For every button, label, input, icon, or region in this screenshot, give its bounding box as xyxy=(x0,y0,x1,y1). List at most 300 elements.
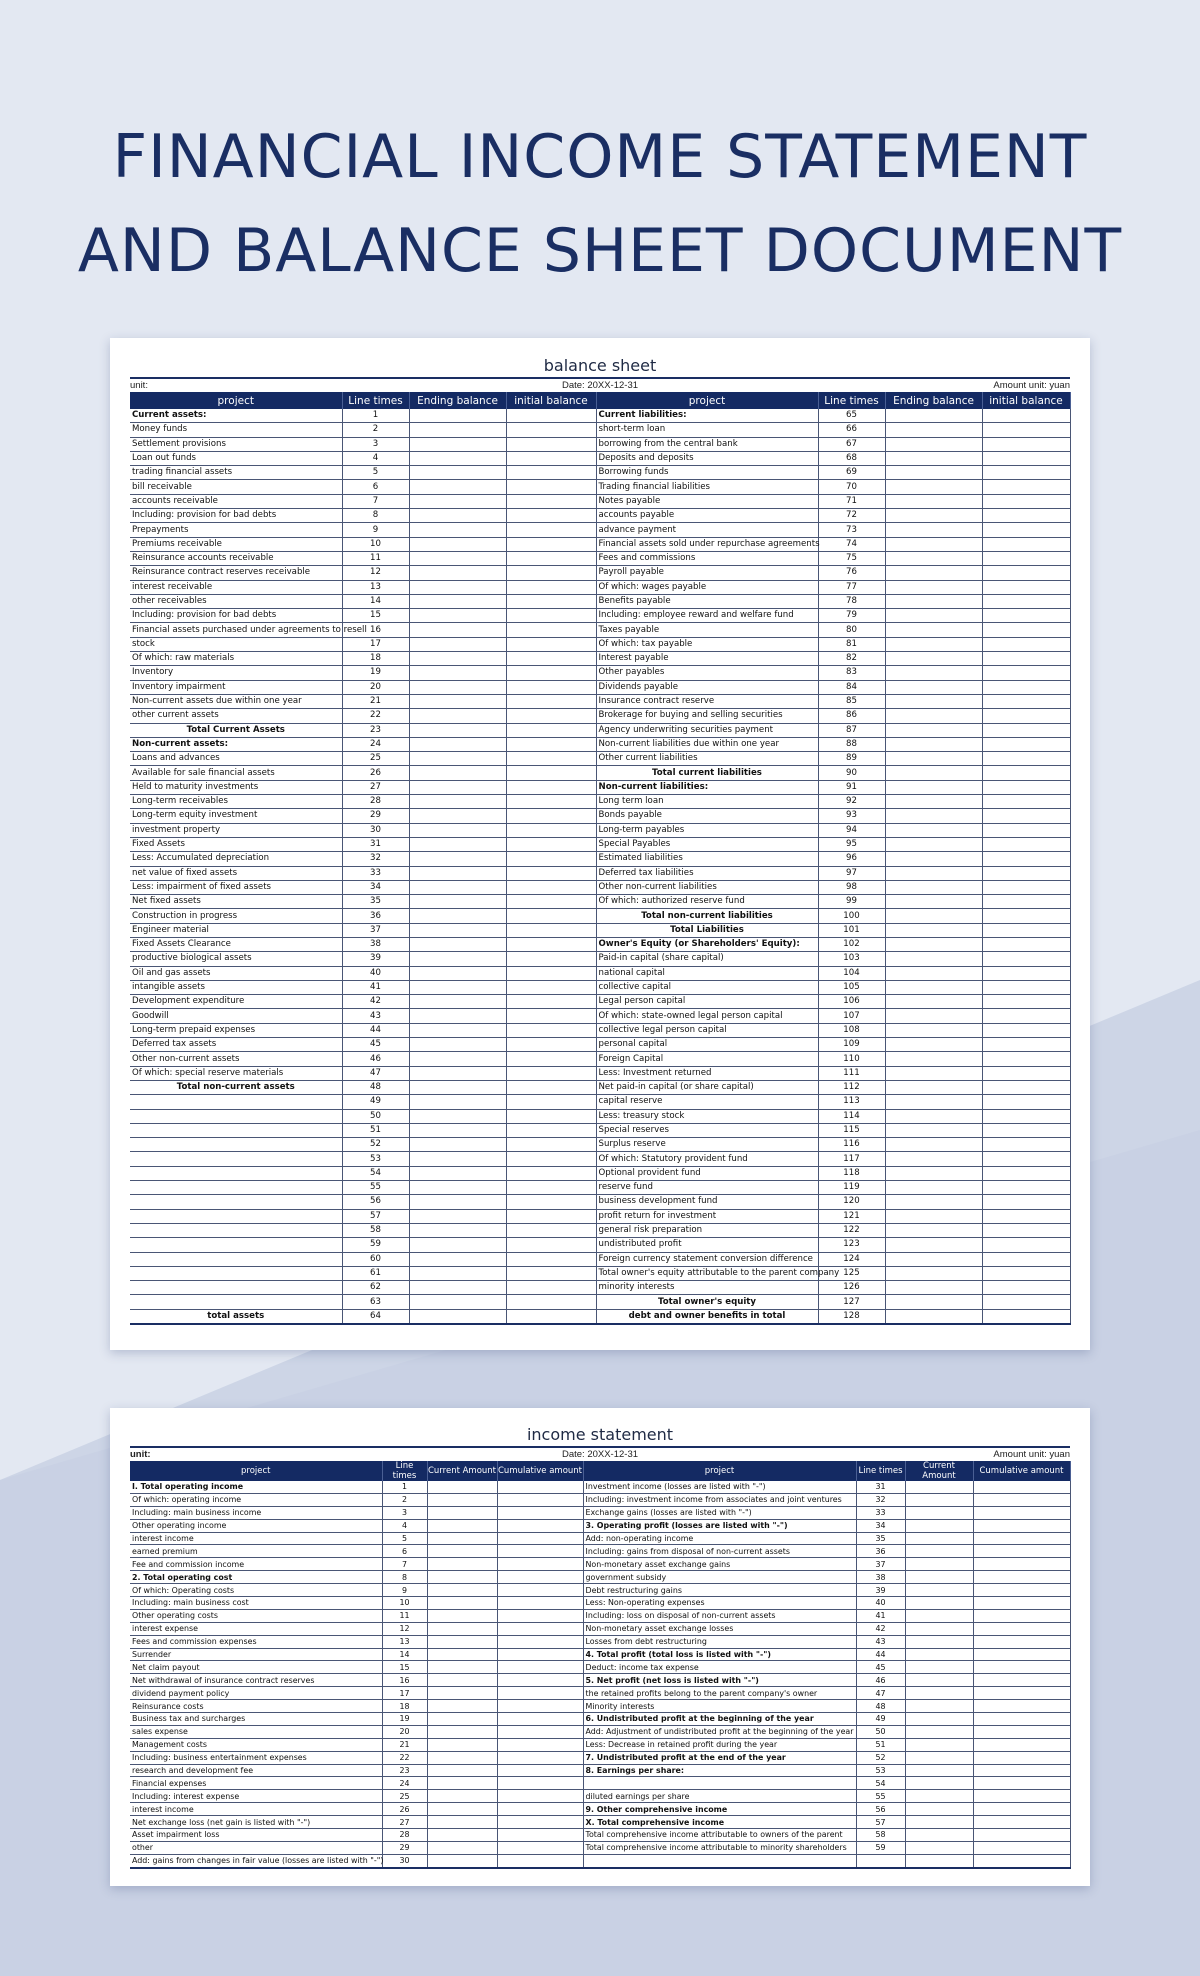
balance-sheet-amount-cell xyxy=(409,1252,506,1266)
balance-sheet-project-cell: Trading financial liabilities xyxy=(596,480,818,494)
income-statement-line-number-cell: 20 xyxy=(382,1725,427,1738)
balance-sheet-header-cell: Line times xyxy=(342,392,409,409)
balance-sheet-amount-cell xyxy=(409,694,506,708)
income-statement-amount-cell xyxy=(427,1545,497,1558)
income-statement-line-number-cell: 55 xyxy=(856,1790,905,1803)
income-statement-header-cell: Current Amount xyxy=(427,1461,497,1481)
balance-sheet-amount-cell xyxy=(506,723,596,737)
balance-sheet-row xyxy=(130,966,1070,980)
balance-sheet-project-cell: Brokerage for buying and selling securities xyxy=(596,709,818,723)
balance-sheet-line-number-cell: 95 xyxy=(818,837,885,851)
balance-sheet-project-cell: Total non-current liabilities xyxy=(596,909,818,923)
income-statement-amount-cell xyxy=(427,1558,497,1571)
balance-sheet-amount-cell xyxy=(409,909,506,923)
income-statement-project-cell: Add: non-operating income xyxy=(583,1532,856,1545)
balance-sheet-line-number-cell: 55 xyxy=(342,1181,409,1195)
balance-sheet-line-number-cell: 49 xyxy=(342,1095,409,1109)
income-statement-amount-cell xyxy=(427,1725,497,1738)
balance-sheet-line-number-cell: 10 xyxy=(342,537,409,551)
balance-sheet-line-number-cell: 32 xyxy=(342,852,409,866)
balance-sheet-amount-cell xyxy=(885,1123,982,1137)
income-statement-amount-cell xyxy=(973,1622,1070,1635)
balance-sheet-amount-cell xyxy=(409,637,506,651)
balance-sheet-amount-cell xyxy=(409,1309,506,1324)
balance-sheet-line-number-cell: 8 xyxy=(342,509,409,523)
income-statement-amount-cell xyxy=(497,1661,583,1674)
balance-sheet-project-cell: accounts receivable xyxy=(130,494,342,508)
balance-sheet-line-number-cell: 102 xyxy=(818,937,885,951)
balance-sheet-line-number-cell: 74 xyxy=(818,537,885,551)
income-statement-amount-cell xyxy=(905,1545,973,1558)
income-statement-amount-cell xyxy=(427,1777,497,1790)
income-statement-line-number-cell: 51 xyxy=(856,1738,905,1751)
income-statement-project-cell: X. Total comprehensive income xyxy=(583,1816,856,1829)
balance-sheet-line-number-cell: 20 xyxy=(342,680,409,694)
balance-sheet-line-number-cell: 112 xyxy=(818,1080,885,1094)
balance-sheet-line-number-cell: 21 xyxy=(342,694,409,708)
balance-sheet-amount-cell xyxy=(885,1038,982,1052)
balance-sheet-amount-cell xyxy=(982,1152,1070,1166)
balance-sheet-row xyxy=(130,1080,1070,1094)
balance-sheet-amount-cell xyxy=(885,780,982,794)
balance-sheet-project-cell: general risk preparation xyxy=(596,1223,818,1237)
balance-sheet-amount-cell xyxy=(409,1223,506,1237)
balance-sheet-amount-cell xyxy=(982,537,1070,551)
balance-sheet-amount-cell xyxy=(409,937,506,951)
income-statement-amount-cell xyxy=(973,1532,1070,1545)
balance-sheet-amount-cell xyxy=(885,623,982,637)
balance-sheet-amount-cell xyxy=(409,952,506,966)
balance-sheet-row xyxy=(130,1309,1070,1324)
balance-sheet-row xyxy=(130,723,1070,737)
balance-sheet-project-cell: Non-current liabilities due within one year xyxy=(596,737,818,751)
balance-sheet-row xyxy=(130,637,1070,651)
income-statement-amount-cell xyxy=(497,1738,583,1751)
balance-sheet-amount-cell xyxy=(409,966,506,980)
balance-sheet-amount-cell xyxy=(982,880,1070,894)
balance-sheet-row xyxy=(130,895,1070,909)
balance-sheet-amount-cell xyxy=(982,952,1070,966)
balance-sheet-row xyxy=(130,1166,1070,1180)
balance-sheet-amount-cell xyxy=(506,1038,596,1052)
income-statement-amount-cell xyxy=(497,1751,583,1764)
income-statement-line-number-cell: 15 xyxy=(382,1661,427,1674)
balance-sheet-project-cell: collective capital xyxy=(596,980,818,994)
balance-sheet-amount-cell xyxy=(982,637,1070,651)
income-statement-amount-cell xyxy=(497,1622,583,1635)
income-statement-header-cell: project xyxy=(130,1461,382,1481)
income-statement-project-cell: Non-monetary asset exchange gains xyxy=(583,1558,856,1571)
balance-sheet-amount-cell xyxy=(409,1181,506,1195)
income-statement-line-number-cell: 45 xyxy=(856,1661,905,1674)
balance-sheet-line-number-cell: 50 xyxy=(342,1109,409,1123)
income-statement-row xyxy=(130,1532,1070,1545)
income-statement-amount-cell xyxy=(973,1481,1070,1493)
balance-sheet-amount-cell xyxy=(982,1166,1070,1180)
balance-sheet-row xyxy=(130,694,1070,708)
balance-sheet-amount-cell xyxy=(982,580,1070,594)
balance-sheet-amount-cell xyxy=(409,580,506,594)
income-statement-project-cell: Minority interests xyxy=(583,1700,856,1713)
income-statement-amount-cell xyxy=(427,1661,497,1674)
balance-sheet-project-cell: short-term loan xyxy=(596,423,818,437)
balance-sheet-line-number-cell: 103 xyxy=(818,952,885,966)
balance-sheet-project-cell: Notes payable xyxy=(596,494,818,508)
balance-sheet-line-number-cell: 47 xyxy=(342,1066,409,1080)
balance-sheet-amount-cell xyxy=(885,694,982,708)
balance-sheet-amount-cell xyxy=(506,752,596,766)
income-statement-project-cell: Other operating income xyxy=(130,1519,382,1532)
balance-sheet-line-number-cell: 64 xyxy=(342,1309,409,1324)
balance-sheet-project-cell: Less: Investment returned xyxy=(596,1066,818,1080)
balance-sheet-project-cell: Construction in progress xyxy=(130,909,342,923)
balance-sheet-project-cell: Settlement provisions xyxy=(130,437,342,451)
income-statement-project-cell: Deduct: income tax expense xyxy=(583,1661,856,1674)
income-statement-row xyxy=(130,1841,1070,1854)
income-statement-amount-cell xyxy=(973,1609,1070,1622)
balance-sheet-line-number-cell: 7 xyxy=(342,494,409,508)
income-statement-amount-cell xyxy=(427,1841,497,1854)
balance-sheet-row xyxy=(130,523,1070,537)
balance-sheet-line-number-cell: 76 xyxy=(818,566,885,580)
balance-sheet-row xyxy=(130,509,1070,523)
balance-sheet-line-number-cell: 107 xyxy=(818,1009,885,1023)
income-statement-line-number-cell: 13 xyxy=(382,1635,427,1648)
balance-sheet-row xyxy=(130,680,1070,694)
income-statement-project-cell: Add: Adjustment of undistributed profit at the beginning of the year xyxy=(583,1725,856,1738)
balance-sheet-amount-cell xyxy=(885,723,982,737)
balance-sheet-amount-cell xyxy=(506,1052,596,1066)
balance-sheet-header-cell: Ending balance xyxy=(885,392,982,409)
balance-sheet-header-cell: project xyxy=(130,392,342,409)
income-statement-project-cell: Less: Decrease in retained profit during the year xyxy=(583,1738,856,1751)
balance-sheet-amount-cell xyxy=(506,594,596,608)
balance-sheet-project-cell: Less: Accumulated depreciation xyxy=(130,852,342,866)
income-statement-project-cell: Exchange gains (losses are listed with "-") xyxy=(583,1506,856,1519)
balance-sheet-line-number-cell: 51 xyxy=(342,1123,409,1137)
income-statement-line-number-cell: 32 xyxy=(856,1493,905,1506)
income-statement-row xyxy=(130,1519,1070,1532)
balance-sheet-amount-cell xyxy=(506,1009,596,1023)
income-statement-amount-cell xyxy=(905,1674,973,1687)
income-statement-amount-cell xyxy=(427,1790,497,1803)
income-statement-row xyxy=(130,1829,1070,1842)
balance-sheet-amount-cell xyxy=(885,766,982,780)
income-statement-amount-cell xyxy=(497,1584,583,1597)
income-statement-row xyxy=(130,1622,1070,1635)
income-statement-meta xyxy=(130,1446,1070,1461)
balance-sheet-line-number-cell: 63 xyxy=(342,1295,409,1309)
income-statement-project-cell: Fees and commission expenses xyxy=(130,1635,382,1648)
balance-sheet-project-cell: Reinsurance contract reserves receivable xyxy=(130,566,342,580)
balance-sheet-amount-cell xyxy=(885,666,982,680)
balance-sheet-amount-cell xyxy=(409,766,506,780)
income-statement-amount-cell xyxy=(497,1609,583,1622)
balance-sheet-amount-cell xyxy=(982,1038,1070,1052)
balance-sheet-line-number-cell: 101 xyxy=(818,923,885,937)
balance-sheet-project-cell: Oil and gas assets xyxy=(130,966,342,980)
balance-sheet-project-cell: Prepayments xyxy=(130,523,342,537)
balance-sheet-project-cell: Less: impairment of fixed assets xyxy=(130,880,342,894)
income-statement-row xyxy=(130,1738,1070,1751)
balance-sheet-amount-cell xyxy=(982,1066,1070,1080)
balance-sheet-project-cell xyxy=(130,1238,342,1252)
balance-sheet-row xyxy=(130,609,1070,623)
balance-sheet-row xyxy=(130,766,1070,780)
balance-sheet-amount-cell xyxy=(982,1009,1070,1023)
balance-sheet-line-number-cell: 119 xyxy=(818,1181,885,1195)
balance-sheet-amount-cell xyxy=(506,737,596,751)
balance-sheet-amount-cell xyxy=(506,1295,596,1309)
balance-sheet-line-number-cell: 121 xyxy=(818,1209,885,1223)
income-statement-project-cell: 9. Other comprehensive income xyxy=(583,1803,856,1816)
income-statement-project-cell xyxy=(583,1854,856,1867)
balance-sheet-amount-cell xyxy=(885,1080,982,1094)
balance-sheet-line-number-cell: 108 xyxy=(818,1023,885,1037)
income-statement-project-cell: research and development fee xyxy=(130,1764,382,1777)
income-statement-amount-cell xyxy=(427,1597,497,1610)
balance-sheet-row xyxy=(130,537,1070,551)
income-statement-amount-cell xyxy=(497,1790,583,1803)
balance-sheet-amount-cell xyxy=(506,1152,596,1166)
income-statement-project-cell: Including: interest expense xyxy=(130,1790,382,1803)
income-statement-row xyxy=(130,1674,1070,1687)
balance-sheet-line-number-cell: 72 xyxy=(818,509,885,523)
balance-sheet-amount-cell xyxy=(506,895,596,909)
balance-sheet-amount-cell xyxy=(409,652,506,666)
balance-sheet-title: balance sheet xyxy=(543,356,657,375)
income-statement-line-number-cell: 44 xyxy=(856,1648,905,1661)
balance-sheet-amount-cell xyxy=(982,1223,1070,1237)
balance-sheet-project-cell: Interest payable xyxy=(596,652,818,666)
balance-sheet-project-cell: Goodwill xyxy=(130,1009,342,1023)
income-statement-amount-cell xyxy=(427,1635,497,1648)
balance-sheet-amount-cell xyxy=(506,1209,596,1223)
balance-sheet-amount-cell xyxy=(885,809,982,823)
balance-sheet-line-number-cell: 15 xyxy=(342,609,409,623)
balance-sheet-project-cell: accounts payable xyxy=(596,509,818,523)
balance-sheet-amount-cell xyxy=(409,995,506,1009)
balance-sheet-project-cell: Agency underwriting securities payment xyxy=(596,723,818,737)
balance-sheet-amount-cell xyxy=(982,451,1070,465)
balance-sheet-amount-cell xyxy=(409,1295,506,1309)
income-statement-project-cell: Investment income (losses are listed with "-") xyxy=(583,1481,856,1493)
balance-sheet-line-number-cell: 17 xyxy=(342,637,409,651)
balance-sheet-amount-cell xyxy=(409,1138,506,1152)
balance-sheet-amount-cell xyxy=(982,1138,1070,1152)
income-statement-project-cell: Fee and commission income xyxy=(130,1558,382,1571)
balance-sheet-row xyxy=(130,409,1070,423)
income-statement-line-number-cell: 27 xyxy=(382,1816,427,1829)
balance-sheet-project-cell: total assets xyxy=(130,1309,342,1324)
income-statement-title: income statement xyxy=(526,1425,674,1444)
balance-sheet-line-number-cell: 48 xyxy=(342,1080,409,1094)
balance-sheet-amount-cell xyxy=(506,852,596,866)
balance-sheet-project-cell: debt and owner benefits in total xyxy=(596,1309,818,1324)
balance-sheet-project-cell: Including: provision for bad debts xyxy=(130,609,342,623)
balance-sheet-row xyxy=(130,1295,1070,1309)
balance-sheet-project-cell: Taxes payable xyxy=(596,623,818,637)
balance-sheet-meta xyxy=(130,377,1070,392)
balance-sheet-project-cell: stock xyxy=(130,637,342,651)
balance-sheet-project-cell: Deferred tax assets xyxy=(130,1038,342,1052)
balance-sheet-amount-cell xyxy=(506,437,596,451)
income-statement-amount-cell xyxy=(905,1493,973,1506)
income-statement-header-cell: Cumulative amount xyxy=(973,1461,1070,1481)
balance-sheet-amount-cell xyxy=(409,1209,506,1223)
balance-sheet-amount-cell xyxy=(409,1080,506,1094)
balance-sheet-amount-cell xyxy=(885,609,982,623)
balance-sheet-line-number-cell: 60 xyxy=(342,1252,409,1266)
balance-sheet-amount-cell xyxy=(409,809,506,823)
balance-sheet-line-number-cell: 82 xyxy=(818,652,885,666)
balance-sheet-amount-cell xyxy=(506,637,596,651)
balance-sheet-amount-cell xyxy=(506,909,596,923)
balance-sheet-project-cell: Current liabilities: xyxy=(596,409,818,423)
balance-sheet-header-cell: initial balance xyxy=(982,392,1070,409)
balance-sheet-amount-cell xyxy=(506,880,596,894)
balance-sheet-line-number-cell: 75 xyxy=(818,551,885,565)
balance-sheet-project-cell: Of which: wages payable xyxy=(596,580,818,594)
income-statement-amount-cell xyxy=(427,1687,497,1700)
balance-sheet-amount-cell xyxy=(506,666,596,680)
balance-sheet-amount-cell xyxy=(885,837,982,851)
balance-sheet-amount-cell xyxy=(506,1195,596,1209)
income-statement-row xyxy=(130,1687,1070,1700)
balance-sheet-line-number-cell: 71 xyxy=(818,494,885,508)
income-statement-line-number-cell: 24 xyxy=(382,1777,427,1790)
income-statement-amount-cell xyxy=(905,1519,973,1532)
income-statement-amount-cell xyxy=(905,1829,973,1842)
income-statement-row xyxy=(130,1493,1070,1506)
income-statement-project-cell: Non-monetary asset exchange losses xyxy=(583,1622,856,1635)
balance-sheet-row xyxy=(130,437,1070,451)
balance-sheet-project-cell: Insurance contract reserve xyxy=(596,694,818,708)
income-statement-line-number-cell: 31 xyxy=(856,1481,905,1493)
balance-sheet-amount-cell xyxy=(982,409,1070,423)
balance-sheet-row xyxy=(130,752,1070,766)
income-statement-amount-cell xyxy=(497,1687,583,1700)
balance-sheet-date: Date: 20XX-12-31 xyxy=(561,380,639,391)
balance-sheet-project-cell: capital reserve xyxy=(596,1095,818,1109)
balance-sheet-line-number-cell: 77 xyxy=(818,580,885,594)
balance-sheet-line-number-cell: 16 xyxy=(342,623,409,637)
balance-sheet-project-cell: Foreign Capital xyxy=(596,1052,818,1066)
balance-sheet-row xyxy=(130,809,1070,823)
income-statement-amount-cell xyxy=(497,1854,583,1867)
balance-sheet-row xyxy=(130,995,1070,1009)
income-statement-line-number-cell: 35 xyxy=(856,1532,905,1545)
balance-sheet-line-number-cell: 73 xyxy=(818,523,885,537)
income-statement-amount-cell xyxy=(905,1622,973,1635)
balance-sheet-amount-cell xyxy=(982,1252,1070,1266)
balance-sheet-amount-cell xyxy=(885,551,982,565)
balance-sheet-project-cell: net value of fixed assets xyxy=(130,866,342,880)
income-statement-amount-cell xyxy=(973,1661,1070,1674)
income-statement-line-number-cell: 10 xyxy=(382,1597,427,1610)
balance-sheet-amount-cell xyxy=(982,680,1070,694)
balance-sheet-row xyxy=(130,594,1070,608)
balance-sheet-row xyxy=(130,666,1070,680)
income-statement-line-number-cell: 33 xyxy=(856,1506,905,1519)
balance-sheet-row xyxy=(130,937,1070,951)
income-statement-amount-cell xyxy=(497,1725,583,1738)
income-statement-project-cell: Net exchange loss (net gain is listed with "-") xyxy=(130,1816,382,1829)
balance-sheet-amount-cell xyxy=(982,466,1070,480)
income-statement-amount-cell xyxy=(497,1674,583,1687)
balance-sheet-amount-cell xyxy=(982,866,1070,880)
balance-sheet-line-number-cell: 118 xyxy=(818,1166,885,1180)
income-statement-amount-cell xyxy=(497,1829,583,1842)
balance-sheet-panel xyxy=(110,338,1090,1350)
balance-sheet-amount-cell xyxy=(506,1066,596,1080)
balance-sheet-line-number-cell: 66 xyxy=(818,423,885,437)
income-statement-row xyxy=(130,1751,1070,1764)
balance-sheet-project-cell: national capital xyxy=(596,966,818,980)
balance-sheet-project-cell: minority interests xyxy=(596,1281,818,1295)
balance-sheet-project-cell: investment property xyxy=(130,823,342,837)
income-statement-amount-cell xyxy=(497,1558,583,1571)
income-statement-amount-cell xyxy=(973,1738,1070,1751)
income-statement-row xyxy=(130,1816,1070,1829)
balance-sheet-project-cell: Of which: raw materials xyxy=(130,652,342,666)
balance-sheet-amount-cell xyxy=(506,766,596,780)
balance-sheet-amount-cell xyxy=(982,1209,1070,1223)
balance-sheet-amount-cell xyxy=(982,480,1070,494)
balance-sheet-line-number-cell: 69 xyxy=(818,466,885,480)
income-statement-line-number-cell: 12 xyxy=(382,1622,427,1635)
balance-sheet-line-number-cell: 88 xyxy=(818,737,885,751)
balance-sheet-amount-cell xyxy=(982,1123,1070,1137)
income-statement-project-cell: 2. Total operating cost xyxy=(130,1571,382,1584)
balance-sheet-amount-cell xyxy=(409,680,506,694)
balance-sheet-amount-cell xyxy=(409,423,506,437)
income-statement-line-number-cell: 46 xyxy=(856,1674,905,1687)
balance-sheet-amount-cell xyxy=(885,566,982,580)
balance-sheet-amount-cell xyxy=(885,923,982,937)
balance-sheet-amount-cell xyxy=(506,1181,596,1195)
balance-sheet-row xyxy=(130,709,1070,723)
balance-sheet-amount-cell xyxy=(982,437,1070,451)
income-statement-amount-cell xyxy=(497,1481,583,1493)
income-statement-line-number-cell: 30 xyxy=(382,1854,427,1867)
income-statement-amount-cell xyxy=(497,1700,583,1713)
balance-sheet-row xyxy=(130,852,1070,866)
balance-sheet-amount-cell xyxy=(885,937,982,951)
income-statement-row xyxy=(130,1506,1070,1519)
balance-sheet-project-cell: Of which: state-owned legal person capital xyxy=(596,1009,818,1023)
balance-sheet-amount-cell xyxy=(885,1138,982,1152)
balance-sheet-amount-cell xyxy=(409,594,506,608)
balance-sheet-project-cell: Of which: special reserve materials xyxy=(130,1066,342,1080)
balance-sheet-amount-cell xyxy=(885,1181,982,1195)
balance-sheet-amount-cell xyxy=(506,980,596,994)
balance-sheet-amount-cell xyxy=(409,752,506,766)
income-statement-line-number-cell: 59 xyxy=(856,1841,905,1854)
balance-sheet-project-cell: Of which: Statutory provident fund xyxy=(596,1152,818,1166)
balance-sheet-row xyxy=(130,494,1070,508)
income-statement-line-number-cell: 41 xyxy=(856,1609,905,1622)
balance-sheet-amount-cell xyxy=(409,451,506,465)
balance-sheet-amount-cell xyxy=(982,594,1070,608)
balance-sheet-amount-cell xyxy=(982,1281,1070,1295)
balance-sheet-line-number-cell: 84 xyxy=(818,680,885,694)
income-statement-line-number-cell: 4 xyxy=(382,1519,427,1532)
balance-sheet-amount-cell xyxy=(885,709,982,723)
income-statement-line-number-cell: 28 xyxy=(382,1829,427,1842)
balance-sheet-amount-cell xyxy=(506,1166,596,1180)
balance-sheet-project-cell: Inventory impairment xyxy=(130,680,342,694)
